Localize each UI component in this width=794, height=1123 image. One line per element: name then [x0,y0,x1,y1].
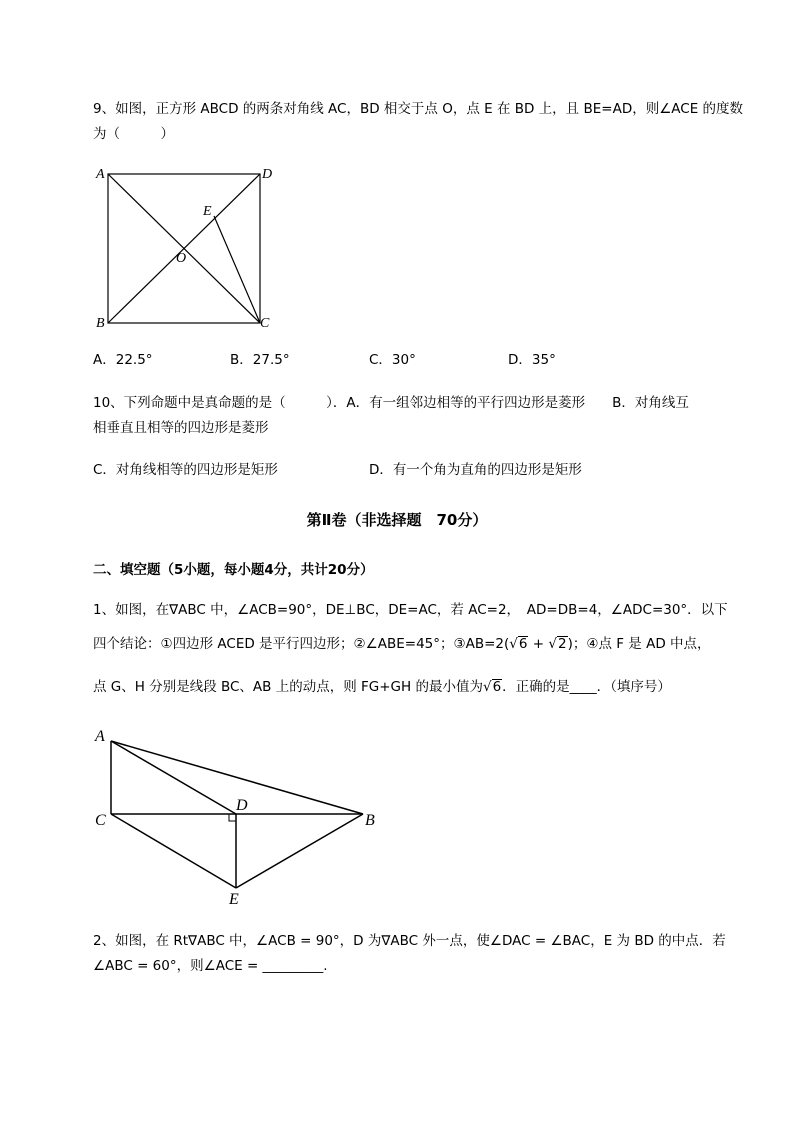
f1-sqrt6b: 6 [492,679,502,695]
label-o: O [176,251,187,266]
label-e: E [229,891,239,908]
fill-in-heading: 二、填空题（5小题，每小题4分，共计20分） [93,562,374,578]
sqrt-sign: √ [548,636,557,652]
segment-eb [236,814,363,888]
label-a: A [96,167,105,182]
label-b: B [365,812,375,829]
segment-ec [214,216,260,323]
q10-stem-line1: 10、下列命题中是真命题的是（ ）．A．有一组邻边相等的平行四边形是菱形 B．对角线互 [93,395,689,411]
label-b: B [96,316,105,331]
q10-option-d: D．有一个角为直角的四边形是矩形 [369,462,582,478]
q9-stem-line2: 为（ ） [93,126,174,142]
label-d: D [236,797,248,814]
q10-stem-line2: 相垂直且相等的四边形是菱形 [93,420,269,436]
f1-line3-part-b: ．正确的是____．（填序号） [502,679,671,695]
sqrt-sign: √ [509,636,518,652]
q9-option-c: C．30° [369,352,416,368]
f1-plus: + [528,636,549,652]
f1-line3-part-a: 点 G、H 分别是线段 BC、AB 上的动点，则 FG+GH 的最小值为 [93,679,483,695]
f1-sqrt6: 6 [518,636,528,652]
label-d: D [262,167,273,182]
f1-stem-line2 [93,634,711,654]
q9-option-d: D．35° [508,352,556,368]
f1-stem-line1: 1、如图，在∇ABC 中，∠ACB=90°，DE⊥BC，DE=AC，若 AC=2， AD=DB=4，∠ADC=30°．以下 [93,602,728,618]
f2-stem-line1: 2、如图，在 Rt∇ABC 中，∠ACB = 90°，D 为∇ABC 外一点，使∠DAC = ∠BAC，E 为 BD 的中点．若 [93,933,726,949]
f1-line2-part-a: 四个结论：①四边形 ACED 是平行四边形；②∠ABE=45°；③AB=2( [93,636,510,652]
section-title: 第Ⅱ卷（非选择题 70分） [306,511,488,529]
right-angle-mark [229,814,236,821]
f1-line2-part-b: )；④点 F 是 AD 中点， [567,636,711,652]
label-c: C [260,316,270,331]
f1-sqrt2: 2 [558,636,567,652]
label-a: A [95,728,105,745]
segment-ce [111,814,236,888]
label-e: E [203,204,212,219]
f2-stem-line2: ∠ABC = 60°，则∠ACE = _________. [93,958,328,974]
q9-stem-line1: 9、如图，正方形 ABCD 的两条对角线 AC，BD 相交于点 O，点 E 在 BD 上，且 BE=AD，则∠ACE 的度数 [93,101,744,117]
q10-option-c: C．对角线相等的四边形是矩形 [93,462,278,478]
label-c: C [95,812,106,829]
q9-option-a: A．22.5° [93,352,153,368]
sqrt-sign: √ [482,679,492,695]
segment-ad [111,741,236,814]
q9-square-figure [90,160,290,340]
f1-triangle-figure [88,722,388,912]
q9-option-b: B．27.5° [230,352,290,368]
f1-stem-line3 [93,677,671,697]
